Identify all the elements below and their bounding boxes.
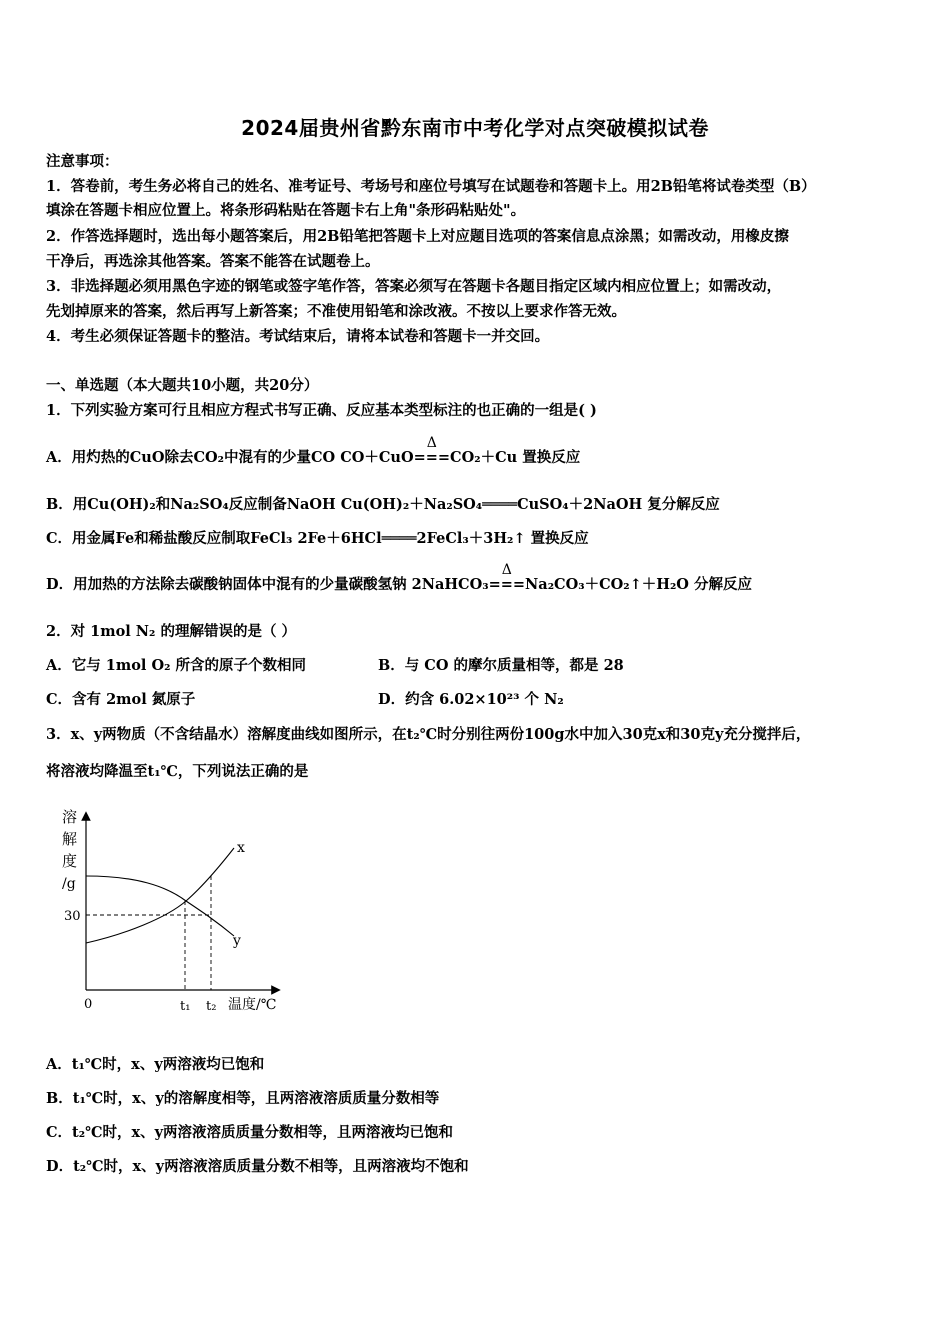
t1-label: t₁ [180, 999, 191, 1014]
q2-option-c: C．含有 2mol 氮原子 [46, 691, 196, 708]
q3-stem-line-2: 将溶液均降温至t₁℃，下列说法正确的是 [46, 763, 309, 780]
notice-line-1: 1．答卷前，考生务必将自己的姓名、准考证号、考场号和座位号填写在试题卷和答题卡上。用2B铅笔将试卷类型（B） [46, 178, 816, 195]
q3-option-a: A．t₁℃时，x、y两溶液均已饱和 [46, 1056, 265, 1073]
q1-option-a [46, 435, 581, 467]
q2-stem: 2．对 1mol N₂ 的理解错误的是（ ） [46, 623, 296, 640]
section-heading: 一、单选题（本大题共10小题，共20分） [46, 377, 319, 394]
ylabel-1: 溶 [62, 808, 78, 826]
x-axis-label: 温度/℃ [228, 997, 277, 1013]
q1-option-b: B．用Cu(OH)₂和Na₂SO₄反应制备NaOH Cu(OH)₂＋Na₂SO₄════CuSO₄＋2NaOH 复分解反应 [46, 496, 720, 513]
q3-option-b: B．t₁℃时，x、y的溶解度相等，且两溶液溶质质量分数相等 [46, 1090, 440, 1107]
delta-symbol: Δ [426, 435, 437, 451]
notice-line-4: 干净后，再选涂其他答案。答案不能答在试题卷上。 [46, 253, 380, 270]
ylabel-3: 度 [62, 852, 78, 870]
y-tick-30: 30 [64, 909, 81, 924]
page-title: 2024届贵州省黔东南市中考化学对点突破模拟试卷 [241, 116, 709, 140]
curve-x-label: x [237, 840, 245, 856]
ylabel-4: /g [62, 876, 76, 892]
solubility-graph [56, 806, 296, 1021]
ylabel-2: 解 [62, 830, 78, 848]
notice-line-2: 填涂在答题卡相应位置上。将条形码粘贴在答题卡右上角"条形码粘贴处"。 [46, 202, 526, 219]
q1-option-c: C．用金属Fe和稀盐酸反应制取FeCl₃ 2Fe＋6HCl════2FeCl₃＋3H₂↑ 置换反应 [46, 530, 589, 547]
q1-d-text: D．用加热的方法除去碳酸钠固体中混有的少量碳酸氢钠 2NaHCO₃ [46, 576, 489, 593]
q1-d-rest: Na₂CO₃＋CO₂↑＋H₂O 分解反应 [525, 576, 752, 593]
q3-option-d: D．t₂℃时，x、y两溶液溶质质量分数不相等，且两溶液均不饱和 [46, 1158, 469, 1175]
q1-option-d [46, 562, 752, 594]
heating-arrow [413, 435, 451, 467]
q1-stem: 1．下列实验方案可行且相应方程式书写正确、反应基本类型标注的也正确的一组是( ) [46, 402, 597, 419]
q1-a-rest: CO₂＋Cu 置换反应 [450, 449, 581, 466]
notice-line-7: 4．考生必须保证答题卡的整洁。考试结束后，请将本试卷和答题卡一并交回。 [46, 328, 550, 345]
notice-heading: 注意事项： [46, 153, 119, 170]
heating-arrow [488, 562, 526, 594]
t2-label: t₂ [206, 999, 217, 1014]
notice-line-3: 2．作答选择题时，选出每小题答案后，用2B铅笔把答题卡上对应题目选项的答案信息点涂黑；如需改动，用橡皮擦 [46, 228, 789, 245]
q1-a-text: A．用灼热的CuO除去CO₂中混有的少量CO CO＋CuO [46, 449, 414, 466]
equals-arrow: === [413, 449, 451, 466]
origin-label: 0 [84, 997, 93, 1012]
equals-arrow: === [488, 576, 526, 593]
q3-option-c: C．t₂℃时，x、y两溶液溶质质量分数相等，且两溶液均已饱和 [46, 1124, 454, 1141]
delta-symbol: Δ [501, 562, 512, 578]
curve-x [86, 848, 234, 943]
q3-stem-line-1: 3．x、y两物质（不含结晶水）溶解度曲线如图所示，在t₂℃时分别往两份100g水中加入30克x和30克y充分搅拌后， [46, 726, 811, 743]
q2-option-d: D．约含 6.02×10²³ 个 N₂ [378, 691, 564, 708]
notice-line-6: 先划掉原来的答案，然后再写上新答案；不准使用铅笔和涂改液。不按以上要求作答无效。 [46, 303, 626, 320]
curve-y-label: y [233, 933, 241, 949]
notice-line-5: 3．非选择题必须用黑色字迹的钢笔或签字笔作答，答案必须写在答题卡各题目指定区域内相应位置上；如需改动， [46, 278, 782, 295]
curve-y [86, 876, 234, 936]
q2-option-a: A．它与 1mol O₂ 所含的原子个数相同 [46, 657, 306, 674]
q2-option-b: B．与 CO 的摩尔质量相等，都是 28 [378, 657, 624, 674]
